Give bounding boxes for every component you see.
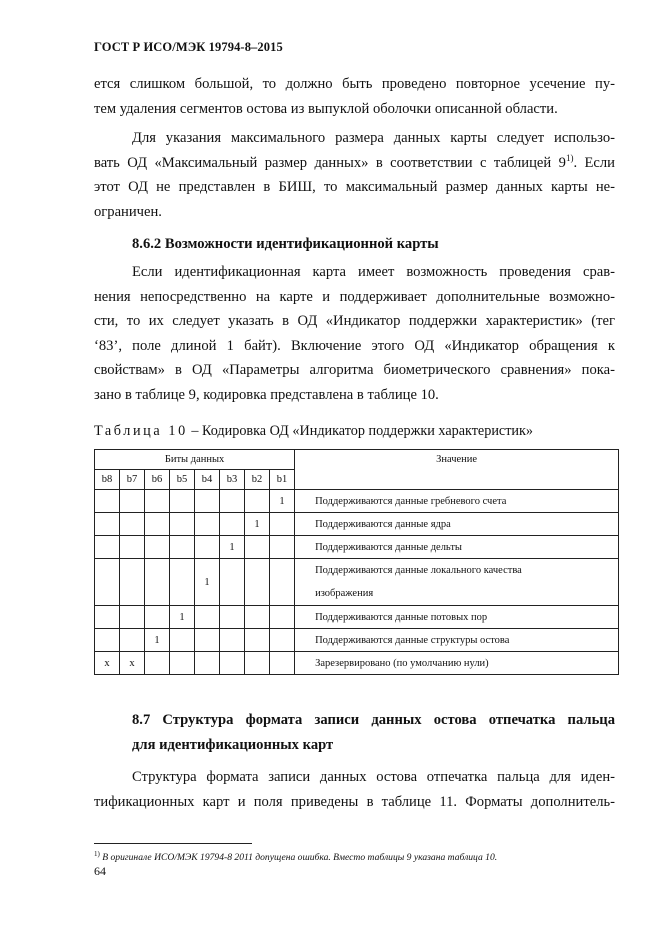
value-cell: Поддерживаются данные дельты: [295, 536, 619, 559]
table-caption-text: – Кодировка ОД «Индикатор поддержки характеристик»: [187, 423, 533, 439]
table-row: [95, 652, 619, 675]
bit-cell: [270, 536, 295, 559]
text-line: зано в таблице 9, кодировка представлена в таблице 10.: [94, 386, 439, 403]
bit-cell: [95, 490, 120, 513]
bit-cell: [95, 629, 120, 652]
bit-cell: 1: [145, 629, 170, 652]
heading-line: 8.7 Структура формата записи данных остова отпечатка пальца: [132, 712, 615, 728]
bit-cell: [120, 513, 145, 536]
footnote-divider: [94, 843, 252, 844]
bit-cell: [195, 536, 220, 559]
bit-cell: [120, 536, 145, 559]
paragraph-structure: [94, 765, 615, 814]
text-line: тем удаления сегментов остова из выпуклой оболочки описанной области.: [94, 100, 558, 117]
paragraph-continuation: [94, 72, 615, 121]
table-header-row: [95, 450, 619, 470]
bit-header: b6: [145, 470, 170, 490]
bit-cell: [195, 629, 220, 652]
bit-cell: [145, 513, 170, 536]
bit-cell: [120, 559, 145, 606]
section-heading-8-7: [132, 708, 615, 757]
value-cell: [295, 559, 619, 606]
footnote-text: В оригинале ИСО/МЭК 19794-8 2011 допущена ошибка. Вместо таблицы 9 указана таблица 10.: [99, 852, 498, 864]
text-line: тификационных карт и поля приведены в таблице 11. Форматы дополнитель-: [94, 793, 615, 810]
footnote: [94, 850, 497, 863]
bit-cell: [245, 559, 270, 606]
text-line: Структура формата записи данных остова отпечатка пальца для иден-: [132, 769, 615, 785]
bit-cell: 1: [195, 559, 220, 606]
text-line: Для указания максимального размера данных карты следует использо-: [132, 130, 615, 146]
bit-cell: [145, 490, 170, 513]
text-line: Если идентификационная карта имеет возможность проведения срав-: [132, 264, 615, 280]
bit-header: b7: [120, 470, 145, 490]
value-cell: Зарезервировано (по умолчанию нули): [295, 652, 619, 675]
heading-line: для идентификационных карт: [132, 736, 334, 753]
text-line: [94, 151, 615, 176]
bit-cell: [220, 513, 245, 536]
table-caption: [94, 423, 533, 440]
text-line: нения непосредственно на карте и поддерживает дополнительные возможно-: [94, 288, 615, 305]
bit-cell: [145, 559, 170, 606]
bit-cell: [120, 490, 145, 513]
bit-cell: [245, 490, 270, 513]
text-line: ограничен.: [94, 203, 162, 220]
table-row: [95, 629, 619, 652]
table-row: [95, 606, 619, 629]
bit-cell: [245, 606, 270, 629]
bit-cell: [95, 536, 120, 559]
section-heading-8-6-2: 8.6.2 Возможности идентификационной карты: [132, 236, 439, 252]
bit-cell: [170, 559, 195, 606]
bit-header: b2: [245, 470, 270, 490]
bit-cell: [170, 490, 195, 513]
bit-cell: [120, 629, 145, 652]
bit-header: b4: [195, 470, 220, 490]
value-line: изображения: [315, 588, 374, 599]
bit-cell: [245, 536, 270, 559]
value-cell: Поддерживаются данные потовых пор: [295, 606, 619, 629]
value-header: Значение: [295, 450, 619, 490]
bit-cell: [145, 536, 170, 559]
bit-cell: [145, 606, 170, 629]
bit-cell: [95, 606, 120, 629]
bit-cell: [245, 629, 270, 652]
bit-cell: [170, 629, 195, 652]
bit-cell: [195, 513, 220, 536]
text-line: ‘83’, поле длиной 1 байт). Включение этого ОД «Индикатор обращения к: [94, 337, 615, 354]
bit-cell: x: [120, 652, 145, 675]
table-caption-label: Таблица 10: [94, 423, 188, 439]
value-line: Поддерживаются данные локального качества: [315, 565, 522, 576]
footnote-ref: 1): [565, 152, 574, 163]
bit-cell: [270, 652, 295, 675]
bit-cell: [270, 606, 295, 629]
table-row: [95, 559, 619, 606]
table-row: [95, 536, 619, 559]
bit-cell: [170, 513, 195, 536]
bit-cell: [195, 606, 220, 629]
value-cell: Поддерживаются данные гребневого счета: [295, 490, 619, 513]
bit-coding-table: [94, 449, 619, 675]
footnote-marker: 1): [94, 850, 100, 858]
bit-cell: [245, 652, 270, 675]
bit-cell: [195, 652, 220, 675]
value-cell: Поддерживаются данные структуры остова: [295, 629, 619, 652]
bit-cell: [270, 629, 295, 652]
value-cell: Поддерживаются данные ядра: [295, 513, 619, 536]
bit-header: b5: [170, 470, 195, 490]
bit-cell: [95, 559, 120, 606]
bit-header: b8: [95, 470, 120, 490]
text-run: . Если: [573, 154, 615, 171]
bit-cell: 1: [270, 490, 295, 513]
bit-cell: 1: [170, 606, 195, 629]
bit-cell: 1: [220, 536, 245, 559]
text-line: свойствам» в ОД «Параметры алгоритма биометрического сравнения» пока-: [94, 362, 615, 378]
bit-cell: [170, 652, 195, 675]
page-number: 64: [94, 864, 106, 878]
paragraph-max-size: [94, 126, 615, 224]
bit-header: b1: [270, 470, 295, 490]
bits-group-header: Биты данных: [95, 450, 295, 470]
bit-cell: [95, 513, 120, 536]
page-header: ГОСТ Р ИСО/МЭК 19794-8–2015: [94, 40, 283, 54]
text-line: этот ОД не представлен в БИШ, то максимальный размер данных карты не-: [94, 179, 615, 195]
text-run: вать ОД «Максимальный размер данных» в соответствии с таблицей 9: [94, 154, 566, 171]
bit-cell: 1: [245, 513, 270, 536]
bit-cell: [120, 606, 145, 629]
bit-cell: [220, 559, 245, 606]
bit-cell: x: [95, 652, 120, 675]
bit-cell: [220, 629, 245, 652]
bit-cell: [145, 652, 170, 675]
bit-cell: [270, 559, 295, 606]
bit-cell: [195, 490, 220, 513]
paragraph-id-card-capabilities: [94, 260, 615, 407]
text-line: ется слишком большой, то должно быть проведено повторное усечение пу-: [94, 76, 615, 92]
text-line: сти, то их следует указать в ОД «Индикатор поддержки характеристик» (тег: [94, 313, 615, 329]
bit-header: b3: [220, 470, 245, 490]
bit-cell: [170, 536, 195, 559]
bit-cell: [220, 490, 245, 513]
table-row: [95, 490, 619, 513]
table-row: [95, 513, 619, 536]
bit-cell: [270, 513, 295, 536]
bit-cell: [220, 606, 245, 629]
bit-cell: [220, 652, 245, 675]
